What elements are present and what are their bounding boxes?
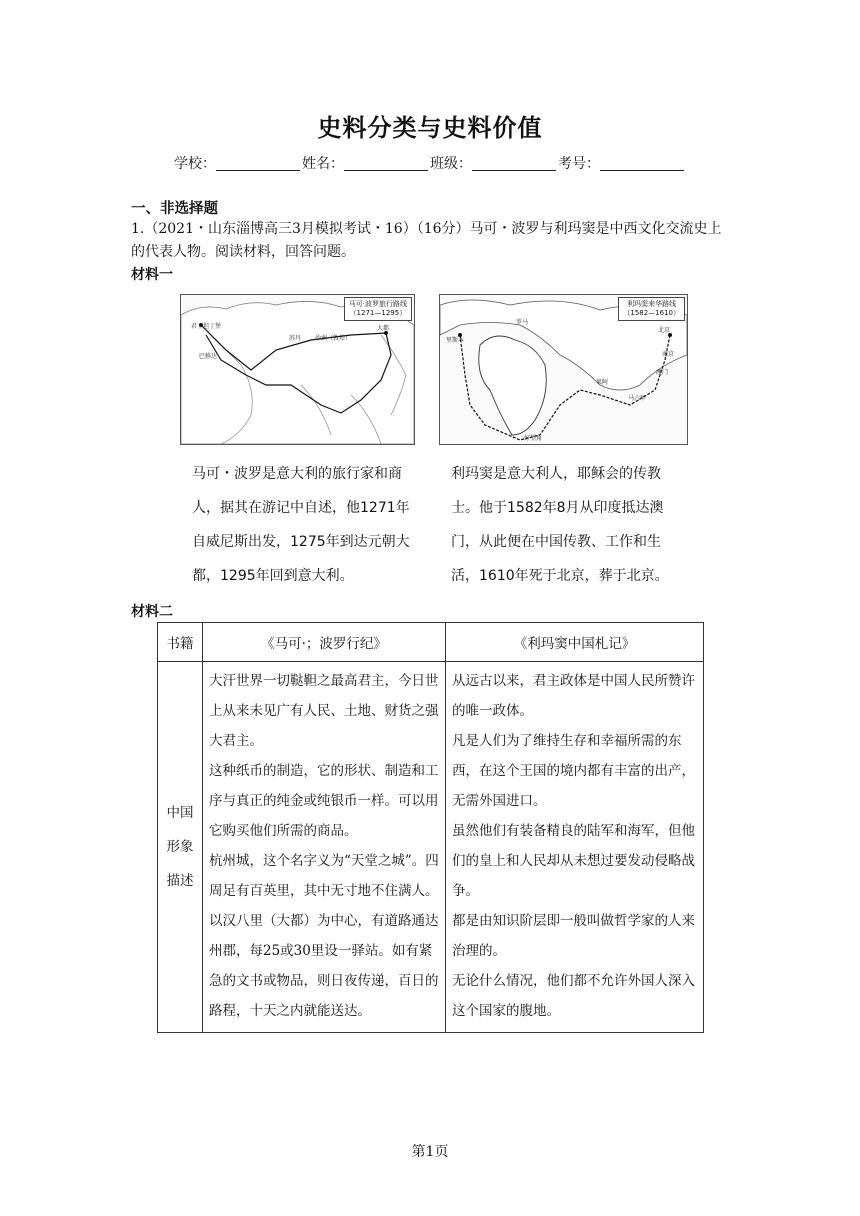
school-label: 学校： xyxy=(174,156,216,172)
map2-label-lisbon: 里斯本 xyxy=(446,337,465,344)
map2-label-macau: 澳门 xyxy=(656,369,669,376)
name-blank[interactable] xyxy=(344,156,428,171)
name-label: 姓名： xyxy=(302,156,344,172)
marco-polo-route-map xyxy=(180,294,415,445)
map2-label-beijing: 北京 xyxy=(658,327,671,334)
class-blank[interactable] xyxy=(472,156,556,171)
map2-legend-years: （1582—1610） xyxy=(623,309,680,317)
table-row xyxy=(158,662,704,1033)
number-blank[interactable] xyxy=(600,156,684,171)
header-marco-polo: 《马可·；波罗行纪》 xyxy=(203,623,446,662)
table-cell-paragraph: 虽然他们有装备精良的陆军和海军，但他们的皇上和人民却从未想过要发动侵略战争。 xyxy=(452,823,695,899)
table-header-row xyxy=(158,623,704,662)
table-cell-paragraph: 凡是人们为了维持生存和幸福所需的东西，在这个王国的境内都有丰富的出产，无需外国进口。 xyxy=(452,733,695,809)
map1-label-sultan: 苏丹 xyxy=(289,335,302,342)
matteo-ricci-caption: 利玛窦是意大利人，耶稣会的传教士。他于1582年8月从印度抵达澳门，从此便在中国传教、工作和生活，1610年死于北京，葬于北京。 xyxy=(451,466,669,584)
comparison-table xyxy=(157,622,704,1033)
table-cell-paragraph: 无论什么情况，他们都不允许外国人深入这个国家的腹地。 xyxy=(452,973,695,1019)
map2-legend-title: 利玛窦来华路线 xyxy=(627,300,677,308)
map1-legend xyxy=(344,297,412,321)
class-label: 班级： xyxy=(430,156,472,172)
page-footer: 第1页 xyxy=(411,1144,449,1160)
matteo-ricci-route-map xyxy=(439,294,688,445)
table-cell-paragraph: 杭州城，这个名字义为“天堂之城”。四周足有百英里，其中无寸地不住满人。 xyxy=(209,853,439,899)
table-cell-paragraph: 大汗世界一切鞑靼之最高君主，今日世上从来未见广有人民、土地、财货之强大君主。 xyxy=(209,673,439,749)
map1-label-baghdad: 巴格达 xyxy=(199,353,218,360)
page-title: 史料分类与史料价值 xyxy=(317,114,543,142)
map1-label-constantinople: 君士坦丁堡 xyxy=(191,323,222,330)
map2-legend xyxy=(618,297,685,321)
row-label-part-2: 形象 xyxy=(166,839,194,855)
matteo-ricci-descriptions xyxy=(446,662,704,1033)
map2-label-malacca: 马六甲 xyxy=(628,395,647,402)
header-matteo-ricci: 《利玛窦中国札记》 xyxy=(446,623,704,662)
number-label: 考号： xyxy=(558,156,600,172)
marco-polo-caption: 马可・波罗是意大利的旅行家和商人，据其在游记中自述，他1271年自威尼斯出发，1275年到达元朝大都，1295年回到意大利。 xyxy=(192,466,410,584)
row-label-china-image xyxy=(158,662,203,1033)
row-label-part-3: 描述 xyxy=(166,873,194,889)
marco-polo-descriptions xyxy=(203,662,446,1033)
material-one-label: 材料一 xyxy=(131,267,173,283)
map1-label-dunhuang: 沙洲（敦煌） xyxy=(315,335,352,342)
material-two-label: 材料二 xyxy=(131,604,173,620)
map2-label-goa: 果阿 xyxy=(596,379,609,386)
header-book: 书籍 xyxy=(158,623,203,662)
table-cell-paragraph: 从远古以来，君主政体是中国人民所赞许的唯一政体。 xyxy=(452,673,695,719)
map1-legend-years: （1271—1295） xyxy=(349,309,407,317)
table-cell-paragraph: 以汉八里（大都）为中心，有道路通达州郡，每25或30里设一驿站。如有紧急的文书或物品，则日夜传递，百日的路程，十天之内就能送达。 xyxy=(209,913,439,1019)
student-info-line xyxy=(0,153,860,173)
row-label-part-1: 中国 xyxy=(166,805,194,821)
table-cell-paragraph: 都是由知识阶层即一般叫做哲学家的人来治理的。 xyxy=(452,913,695,959)
map2-label-rome: 罗马 xyxy=(516,319,529,326)
map2-label-cape-of-good-hope: 好望角 xyxy=(524,435,543,442)
map1-legend-title: 马可·波罗旅行路线 xyxy=(348,300,407,308)
section-title: 一、非选择题 xyxy=(131,201,218,217)
map2-label-nanjing: 南京 xyxy=(662,351,675,358)
question-text: 1.（2021・山东淄博高三3月模拟考试・16）（16分）马可・波罗与利玛窦是中西文化交流史上的代表人物。阅读材料，回答问题。 xyxy=(131,221,722,260)
school-blank[interactable] xyxy=(216,156,300,171)
table-cell-paragraph: 这种纸币的制造，它的形状、制造和工序与真正的纯金或纯银币一样。可以用它购买他们所需的商品。 xyxy=(209,763,439,839)
map1-label-dadu: 大都 xyxy=(377,325,390,332)
